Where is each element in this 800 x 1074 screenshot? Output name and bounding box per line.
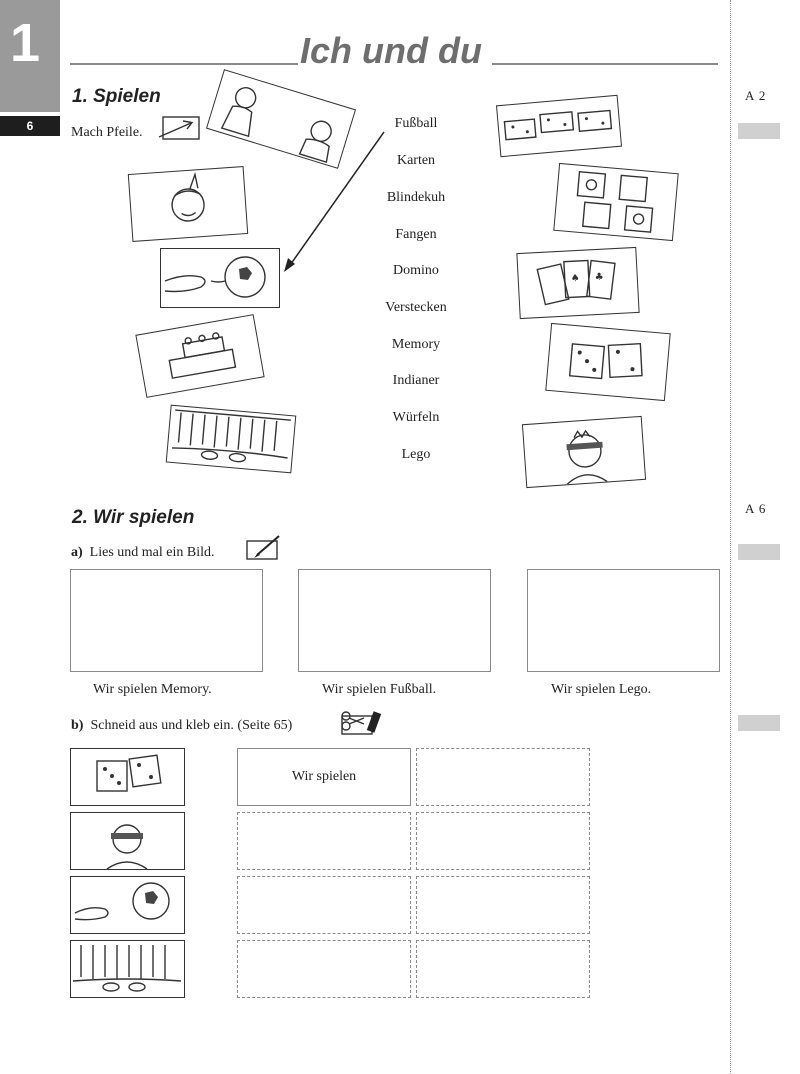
word-item: Memory: [391, 337, 441, 352]
picture-memory[interactable]: [553, 163, 678, 241]
svg-text:♣: ♣: [594, 271, 604, 284]
sentence-box[interactable]: [237, 748, 411, 806]
word-item: Fangen: [395, 227, 437, 242]
instruction-schneid-aus: Schneid aus und kleb ein. (Seite 65): [90, 718, 293, 733]
drawing-box[interactable]: [298, 569, 491, 672]
caption-memory: Wir spielen Memory.: [93, 682, 212, 697]
paste-box[interactable]: [416, 812, 590, 870]
margin-bar: [738, 715, 780, 731]
instruction-b: [71, 718, 292, 734]
word-item: Würfeln: [392, 410, 440, 425]
picture-b-verstecken[interactable]: [70, 940, 185, 998]
svg-text:♠: ♠: [570, 272, 581, 285]
title-rule-right: [492, 63, 718, 65]
instruction-lies-und-mal: Lies und mal ein Bild.: [89, 545, 215, 560]
margin-bar: [738, 123, 780, 139]
paste-box[interactable]: [237, 876, 411, 934]
picture-wuerfeln[interactable]: [545, 323, 670, 401]
instruction-a: [71, 545, 215, 561]
word-item: Fußball: [394, 116, 438, 131]
drawing-box[interactable]: [70, 569, 263, 672]
instruction-mach-pfeile: Mach Pfeile.: [71, 125, 143, 140]
task-letter-b: b): [71, 718, 84, 733]
margin-label-a6: A 6: [745, 501, 767, 516]
section-heading-wir-spielen: 2. Wir spielen: [72, 507, 195, 528]
word-item: Karten: [396, 153, 436, 168]
picture-karten[interactable]: [516, 247, 639, 319]
picture-domino[interactable]: [496, 95, 622, 157]
section-heading-spielen: 1. Spielen: [72, 86, 161, 107]
paste-box[interactable]: [416, 748, 590, 806]
picture-b-blindekuh[interactable]: [70, 812, 185, 870]
page-number-tab: 6: [0, 116, 60, 136]
caption-lego: Wir spielen Lego.: [551, 682, 652, 697]
paste-box[interactable]: [416, 876, 590, 934]
word-item: Domino: [393, 263, 439, 278]
picture-indianer[interactable]: [128, 166, 248, 242]
picture-fussball[interactable]: [160, 248, 280, 308]
picture-b-fussball[interactable]: [70, 876, 185, 934]
scissors-glue-icon: [338, 706, 386, 736]
chapter-number-tab: 1: [0, 0, 60, 112]
word-item: Indianer: [392, 373, 440, 388]
arrow-icon: [157, 115, 201, 141]
word-item: Verstecken: [385, 300, 447, 315]
caption-fussball: Wir spielen Fußball.: [322, 682, 437, 697]
picture-b-wuerfeln[interactable]: [70, 748, 185, 806]
picture-verstecken[interactable]: [166, 405, 297, 474]
paste-box[interactable]: [416, 940, 590, 998]
margin-bar: [738, 544, 780, 560]
paste-box[interactable]: [237, 940, 411, 998]
word-item: Blindekuh: [386, 190, 446, 205]
word-item: Lego: [401, 447, 431, 462]
title-rule-left: [70, 63, 298, 65]
picture-lego[interactable]: [135, 314, 264, 398]
task-letter-a: a): [71, 545, 83, 560]
drawing-box[interactable]: [527, 569, 720, 672]
sentence-box-text: Wir spielen: [291, 769, 357, 784]
margin-label-a2: A 2: [745, 88, 767, 103]
picture-blindekuh[interactable]: [522, 416, 646, 488]
paintbrush-icon: [245, 533, 285, 561]
page-title: Ich und du: [300, 30, 482, 71]
paste-box[interactable]: [237, 812, 411, 870]
margin-divider: [730, 0, 731, 1074]
